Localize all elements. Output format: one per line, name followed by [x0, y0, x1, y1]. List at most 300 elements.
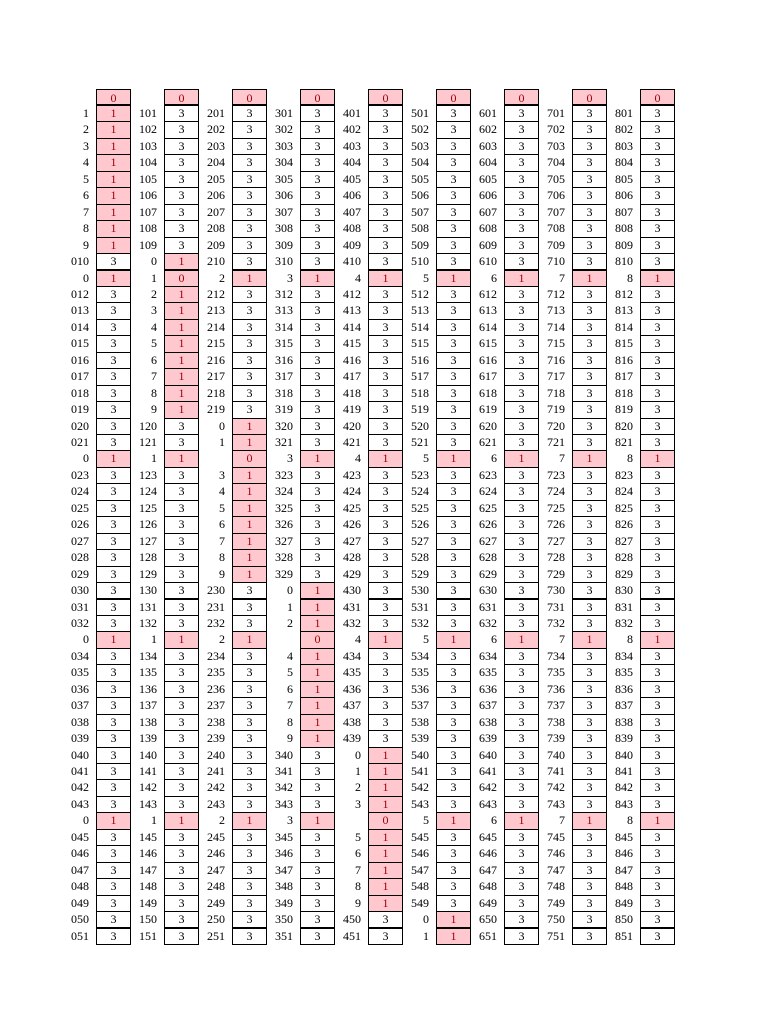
value-cell[interactable]: 1: [504, 812, 539, 829]
value-cell[interactable]: 3: [504, 302, 539, 319]
value-cell[interactable]: 3: [436, 418, 471, 435]
value-cell[interactable]: 3: [368, 204, 403, 221]
value-cell[interactable]: 3: [572, 286, 607, 303]
value-cell[interactable]: 3: [164, 138, 199, 155]
value-cell[interactable]: 3: [572, 664, 607, 681]
value-cell[interactable]: 1: [572, 812, 607, 829]
value-cell[interactable]: 3: [504, 434, 539, 451]
value-cell[interactable]: 3: [164, 516, 199, 533]
value-cell[interactable]: 1: [572, 270, 607, 287]
value-cell[interactable]: 3: [504, 566, 539, 583]
value-cell[interactable]: 3: [640, 500, 675, 517]
value-cell[interactable]: 3: [368, 253, 403, 270]
value-cell[interactable]: 1: [300, 648, 335, 665]
value-cell[interactable]: 3: [164, 237, 199, 254]
value-cell[interactable]: 1: [368, 631, 403, 648]
value-cell[interactable]: 3: [300, 845, 335, 862]
value-cell[interactable]: 1: [164, 302, 199, 319]
value-cell[interactable]: 3: [96, 697, 131, 714]
value-cell[interactable]: 3: [436, 220, 471, 237]
value-cell[interactable]: 3: [232, 105, 267, 122]
value-cell[interactable]: 3: [504, 467, 539, 484]
value-cell[interactable]: 3: [96, 319, 131, 336]
value-cell[interactable]: 3: [436, 368, 471, 385]
value-cell[interactable]: 3: [232, 319, 267, 336]
value-cell[interactable]: 3: [436, 352, 471, 369]
value-cell[interactable]: 3: [96, 747, 131, 764]
value-cell[interactable]: 3: [572, 204, 607, 221]
column-header-cell[interactable]: 0: [300, 89, 335, 105]
value-cell[interactable]: 1: [640, 631, 675, 648]
value-cell[interactable]: 3: [300, 483, 335, 500]
value-cell[interactable]: 3: [232, 697, 267, 714]
value-cell[interactable]: 3: [436, 845, 471, 862]
value-cell[interactable]: 3: [572, 730, 607, 747]
value-cell[interactable]: 1: [232, 434, 267, 451]
value-cell[interactable]: 3: [368, 187, 403, 204]
value-cell[interactable]: 3: [368, 434, 403, 451]
value-cell[interactable]: 1: [232, 812, 267, 829]
value-cell[interactable]: 3: [232, 138, 267, 155]
value-cell[interactable]: 3: [436, 516, 471, 533]
value-cell[interactable]: 0: [300, 631, 335, 648]
value-cell[interactable]: 3: [436, 154, 471, 171]
value-cell[interactable]: 3: [504, 154, 539, 171]
value-cell[interactable]: 3: [504, 401, 539, 418]
value-cell[interactable]: 3: [640, 418, 675, 435]
value-cell[interactable]: 1: [164, 368, 199, 385]
value-cell[interactable]: 3: [232, 582, 267, 599]
value-cell[interactable]: 3: [640, 599, 675, 616]
value-cell[interactable]: 1: [368, 270, 403, 287]
value-cell[interactable]: 3: [504, 204, 539, 221]
value-cell[interactable]: 3: [164, 747, 199, 764]
value-cell[interactable]: 3: [300, 335, 335, 352]
value-cell[interactable]: 3: [572, 483, 607, 500]
value-cell[interactable]: 3: [96, 928, 131, 945]
value-cell[interactable]: 3: [640, 747, 675, 764]
value-cell[interactable]: 3: [504, 599, 539, 616]
value-cell[interactable]: 3: [640, 483, 675, 500]
value-cell[interactable]: 1: [368, 763, 403, 780]
value-cell[interactable]: 3: [96, 335, 131, 352]
value-cell[interactable]: 1: [164, 631, 199, 648]
value-cell[interactable]: 3: [436, 730, 471, 747]
value-cell[interactable]: 3: [572, 418, 607, 435]
value-cell[interactable]: 3: [504, 335, 539, 352]
value-cell[interactable]: 3: [96, 253, 131, 270]
value-cell[interactable]: 3: [436, 697, 471, 714]
value-cell[interactable]: 1: [164, 319, 199, 336]
value-cell[interactable]: 3: [164, 911, 199, 928]
value-cell[interactable]: 3: [504, 697, 539, 714]
value-cell[interactable]: 3: [572, 171, 607, 188]
value-cell[interactable]: 3: [300, 566, 335, 583]
value-cell[interactable]: 3: [640, 845, 675, 862]
value-cell[interactable]: 3: [504, 779, 539, 796]
value-cell[interactable]: 3: [572, 681, 607, 698]
value-cell[interactable]: 3: [368, 730, 403, 747]
value-cell[interactable]: 3: [232, 204, 267, 221]
value-cell[interactable]: 3: [96, 911, 131, 928]
value-cell[interactable]: 3: [572, 566, 607, 583]
value-cell[interactable]: 1: [232, 467, 267, 484]
value-cell[interactable]: 3: [368, 352, 403, 369]
value-cell[interactable]: 3: [300, 928, 335, 945]
value-cell[interactable]: 3: [232, 664, 267, 681]
value-cell[interactable]: 3: [300, 434, 335, 451]
value-cell[interactable]: 3: [504, 220, 539, 237]
value-cell[interactable]: 0: [164, 270, 199, 287]
value-cell[interactable]: 3: [436, 862, 471, 879]
value-cell[interactable]: 1: [96, 220, 131, 237]
value-cell[interactable]: 1: [300, 450, 335, 467]
value-cell[interactable]: 3: [232, 368, 267, 385]
value-cell[interactable]: 3: [300, 171, 335, 188]
value-cell[interactable]: 3: [368, 566, 403, 583]
value-cell[interactable]: 3: [164, 533, 199, 550]
value-cell[interactable]: 3: [232, 171, 267, 188]
value-cell[interactable]: 3: [164, 615, 199, 632]
value-cell[interactable]: 3: [164, 418, 199, 435]
value-cell[interactable]: 3: [436, 747, 471, 764]
value-cell[interactable]: 3: [572, 648, 607, 665]
value-cell[interactable]: 3: [504, 549, 539, 566]
value-cell[interactable]: 3: [640, 664, 675, 681]
value-cell[interactable]: 3: [640, 401, 675, 418]
value-cell[interactable]: 3: [504, 253, 539, 270]
value-cell[interactable]: 3: [96, 533, 131, 550]
value-cell[interactable]: 3: [232, 845, 267, 862]
value-cell[interactable]: 1: [368, 878, 403, 895]
value-cell[interactable]: 3: [504, 352, 539, 369]
value-cell[interactable]: 3: [436, 121, 471, 138]
value-cell[interactable]: 3: [232, 648, 267, 665]
value-cell[interactable]: 3: [572, 697, 607, 714]
value-cell[interactable]: 1: [300, 664, 335, 681]
value-cell[interactable]: 3: [300, 352, 335, 369]
value-cell[interactable]: 3: [232, 154, 267, 171]
value-cell[interactable]: 3: [504, 763, 539, 780]
value-cell[interactable]: 3: [436, 500, 471, 517]
value-cell[interactable]: 3: [300, 286, 335, 303]
value-cell[interactable]: 3: [640, 549, 675, 566]
value-cell[interactable]: 3: [368, 237, 403, 254]
value-cell[interactable]: 3: [300, 533, 335, 550]
value-cell[interactable]: 3: [164, 154, 199, 171]
column-header-cell[interactable]: 0: [504, 89, 539, 105]
value-cell[interactable]: 3: [300, 187, 335, 204]
value-cell[interactable]: 3: [504, 171, 539, 188]
value-cell[interactable]: 3: [164, 220, 199, 237]
value-cell[interactable]: 3: [164, 105, 199, 122]
value-cell[interactable]: 3: [640, 138, 675, 155]
value-cell[interactable]: 3: [164, 697, 199, 714]
value-cell[interactable]: 3: [572, 862, 607, 879]
value-cell[interactable]: 3: [572, 911, 607, 928]
value-cell[interactable]: 1: [300, 582, 335, 599]
value-cell[interactable]: 1: [164, 385, 199, 402]
value-cell[interactable]: 1: [164, 352, 199, 369]
value-cell[interactable]: 3: [300, 862, 335, 879]
value-cell[interactable]: 3: [96, 582, 131, 599]
value-cell[interactable]: 3: [436, 714, 471, 731]
value-cell[interactable]: 1: [368, 862, 403, 879]
value-cell[interactable]: 3: [300, 121, 335, 138]
value-cell[interactable]: 3: [96, 796, 131, 813]
value-cell[interactable]: 3: [232, 895, 267, 912]
value-cell[interactable]: 3: [232, 599, 267, 616]
value-cell[interactable]: 3: [504, 286, 539, 303]
value-cell[interactable]: 3: [640, 714, 675, 731]
value-cell[interactable]: 3: [96, 895, 131, 912]
value-cell[interactable]: 3: [640, 862, 675, 879]
value-cell[interactable]: 1: [96, 187, 131, 204]
value-cell[interactable]: 3: [436, 434, 471, 451]
value-cell[interactable]: 3: [436, 664, 471, 681]
value-cell[interactable]: 3: [368, 483, 403, 500]
value-cell[interactable]: 1: [232, 500, 267, 517]
value-cell[interactable]: 3: [572, 516, 607, 533]
value-cell[interactable]: 3: [640, 829, 675, 846]
value-cell[interactable]: 3: [640, 566, 675, 583]
value-cell[interactable]: 3: [640, 105, 675, 122]
value-cell[interactable]: 1: [96, 812, 131, 829]
value-cell[interactable]: 3: [300, 105, 335, 122]
value-cell[interactable]: 3: [640, 615, 675, 632]
value-cell[interactable]: 3: [436, 681, 471, 698]
value-cell[interactable]: 1: [96, 204, 131, 221]
value-cell[interactable]: 3: [232, 335, 267, 352]
value-cell[interactable]: 3: [640, 368, 675, 385]
value-cell[interactable]: 3: [300, 779, 335, 796]
value-cell[interactable]: 3: [572, 220, 607, 237]
value-cell[interactable]: 3: [640, 895, 675, 912]
value-cell[interactable]: 1: [572, 450, 607, 467]
value-cell[interactable]: 3: [232, 286, 267, 303]
value-cell[interactable]: 3: [504, 648, 539, 665]
value-cell[interactable]: 3: [164, 763, 199, 780]
value-cell[interactable]: 3: [300, 220, 335, 237]
value-cell[interactable]: 1: [368, 845, 403, 862]
value-cell[interactable]: 3: [300, 418, 335, 435]
value-cell[interactable]: 3: [300, 385, 335, 402]
value-cell[interactable]: 3: [368, 302, 403, 319]
value-cell[interactable]: 1: [640, 812, 675, 829]
value-cell[interactable]: 3: [300, 204, 335, 221]
value-cell[interactable]: 3: [572, 779, 607, 796]
value-cell[interactable]: 3: [164, 599, 199, 616]
value-cell[interactable]: 3: [164, 171, 199, 188]
value-cell[interactable]: 3: [640, 220, 675, 237]
value-cell[interactable]: 3: [96, 418, 131, 435]
value-cell[interactable]: 3: [640, 154, 675, 171]
value-cell[interactable]: 3: [368, 648, 403, 665]
value-cell[interactable]: 3: [436, 467, 471, 484]
value-cell[interactable]: 3: [232, 237, 267, 254]
value-cell[interactable]: 3: [232, 878, 267, 895]
value-cell[interactable]: 3: [640, 286, 675, 303]
value-cell[interactable]: 3: [232, 401, 267, 418]
value-cell[interactable]: 3: [640, 302, 675, 319]
value-cell[interactable]: 3: [96, 648, 131, 665]
value-cell[interactable]: 3: [96, 615, 131, 632]
value-cell[interactable]: 3: [368, 516, 403, 533]
value-cell[interactable]: 3: [504, 138, 539, 155]
value-cell[interactable]: 3: [572, 895, 607, 912]
value-cell[interactable]: 1: [232, 566, 267, 583]
value-cell[interactable]: 3: [96, 566, 131, 583]
value-cell[interactable]: 3: [436, 796, 471, 813]
value-cell[interactable]: 3: [572, 237, 607, 254]
value-cell[interactable]: 3: [232, 302, 267, 319]
value-cell[interactable]: 1: [96, 631, 131, 648]
value-cell[interactable]: 3: [96, 730, 131, 747]
value-cell[interactable]: 1: [164, 286, 199, 303]
value-cell[interactable]: 3: [572, 154, 607, 171]
value-cell[interactable]: 3: [572, 352, 607, 369]
value-cell[interactable]: 3: [572, 582, 607, 599]
value-cell[interactable]: 3: [300, 516, 335, 533]
value-cell[interactable]: 1: [164, 253, 199, 270]
value-cell[interactable]: 3: [640, 779, 675, 796]
value-cell[interactable]: 3: [436, 302, 471, 319]
value-cell[interactable]: 3: [504, 862, 539, 879]
value-cell[interactable]: 3: [572, 763, 607, 780]
value-cell[interactable]: 1: [300, 599, 335, 616]
value-cell[interactable]: 3: [300, 401, 335, 418]
value-cell[interactable]: 3: [572, 845, 607, 862]
column-header-cell[interactable]: 0: [164, 89, 199, 105]
value-cell[interactable]: 3: [300, 549, 335, 566]
value-cell[interactable]: 3: [436, 878, 471, 895]
value-cell[interactable]: 3: [232, 187, 267, 204]
value-cell[interactable]: 3: [640, 796, 675, 813]
value-cell[interactable]: 1: [300, 697, 335, 714]
value-cell[interactable]: 3: [572, 335, 607, 352]
value-cell[interactable]: 3: [368, 418, 403, 435]
value-cell[interactable]: 3: [368, 154, 403, 171]
value-cell[interactable]: 3: [572, 434, 607, 451]
value-cell[interactable]: 3: [300, 368, 335, 385]
value-cell[interactable]: 3: [300, 895, 335, 912]
value-cell[interactable]: 1: [300, 681, 335, 698]
value-cell[interactable]: 1: [436, 928, 471, 945]
value-cell[interactable]: 3: [164, 895, 199, 912]
value-cell[interactable]: 3: [368, 121, 403, 138]
value-cell[interactable]: 3: [504, 500, 539, 517]
value-cell[interactable]: 3: [572, 599, 607, 616]
value-cell[interactable]: 3: [368, 714, 403, 731]
value-cell[interactable]: 3: [640, 467, 675, 484]
value-cell[interactable]: 3: [96, 368, 131, 385]
value-cell[interactable]: 3: [572, 878, 607, 895]
value-cell[interactable]: 1: [640, 270, 675, 287]
value-cell[interactable]: 3: [368, 911, 403, 928]
value-cell[interactable]: 3: [300, 319, 335, 336]
value-cell[interactable]: 3: [96, 434, 131, 451]
value-cell[interactable]: 3: [504, 237, 539, 254]
value-cell[interactable]: 3: [300, 138, 335, 155]
value-cell[interactable]: 3: [640, 911, 675, 928]
value-cell[interactable]: 3: [368, 319, 403, 336]
value-cell[interactable]: 1: [368, 450, 403, 467]
value-cell[interactable]: 3: [572, 302, 607, 319]
value-cell[interactable]: 3: [572, 928, 607, 945]
value-cell[interactable]: 3: [96, 483, 131, 500]
value-cell[interactable]: 3: [436, 204, 471, 221]
value-cell[interactable]: 3: [368, 582, 403, 599]
value-cell[interactable]: 3: [96, 878, 131, 895]
value-cell[interactable]: 3: [436, 829, 471, 846]
value-cell[interactable]: 3: [436, 105, 471, 122]
value-cell[interactable]: 3: [164, 500, 199, 517]
value-cell[interactable]: 3: [368, 615, 403, 632]
value-cell[interactable]: 3: [232, 714, 267, 731]
value-cell[interactable]: 3: [572, 121, 607, 138]
value-cell[interactable]: 3: [504, 582, 539, 599]
value-cell[interactable]: 1: [232, 533, 267, 550]
value-cell[interactable]: 3: [368, 368, 403, 385]
value-cell[interactable]: 3: [640, 697, 675, 714]
value-cell[interactable]: 3: [572, 714, 607, 731]
value-cell[interactable]: 3: [232, 779, 267, 796]
value-cell[interactable]: 1: [96, 105, 131, 122]
value-cell[interactable]: 3: [504, 516, 539, 533]
value-cell[interactable]: 1: [572, 631, 607, 648]
value-cell[interactable]: 3: [572, 401, 607, 418]
value-cell[interactable]: 3: [572, 747, 607, 764]
value-cell[interactable]: 3: [232, 796, 267, 813]
value-cell[interactable]: 3: [640, 335, 675, 352]
value-cell[interactable]: 3: [436, 319, 471, 336]
value-cell[interactable]: 3: [300, 253, 335, 270]
value-cell[interactable]: 3: [164, 187, 199, 204]
column-header-cell[interactable]: 0: [640, 89, 675, 105]
value-cell[interactable]: 3: [96, 401, 131, 418]
value-cell[interactable]: 3: [164, 664, 199, 681]
value-cell[interactable]: 3: [640, 187, 675, 204]
value-cell[interactable]: 3: [640, 516, 675, 533]
value-cell[interactable]: 1: [640, 450, 675, 467]
value-cell[interactable]: 3: [572, 549, 607, 566]
value-cell[interactable]: 3: [368, 220, 403, 237]
value-cell[interactable]: 3: [504, 928, 539, 945]
value-cell[interactable]: 3: [436, 566, 471, 583]
value-cell[interactable]: 3: [300, 747, 335, 764]
value-cell[interactable]: 3: [164, 796, 199, 813]
value-cell[interactable]: 3: [640, 582, 675, 599]
value-cell[interactable]: 3: [164, 730, 199, 747]
value-cell[interactable]: 1: [232, 549, 267, 566]
value-cell[interactable]: 3: [504, 187, 539, 204]
value-cell[interactable]: 3: [640, 763, 675, 780]
value-cell[interactable]: 1: [368, 796, 403, 813]
value-cell[interactable]: 3: [300, 500, 335, 517]
value-cell[interactable]: 3: [300, 829, 335, 846]
value-cell[interactable]: 1: [96, 450, 131, 467]
value-cell[interactable]: 3: [232, 730, 267, 747]
value-cell[interactable]: 3: [368, 549, 403, 566]
value-cell[interactable]: 3: [164, 434, 199, 451]
value-cell[interactable]: 3: [572, 796, 607, 813]
value-cell[interactable]: 3: [164, 121, 199, 138]
value-cell[interactable]: 3: [368, 697, 403, 714]
value-cell[interactable]: 3: [164, 779, 199, 796]
value-cell[interactable]: 3: [368, 335, 403, 352]
value-cell[interactable]: 3: [504, 121, 539, 138]
value-cell[interactable]: 3: [572, 319, 607, 336]
